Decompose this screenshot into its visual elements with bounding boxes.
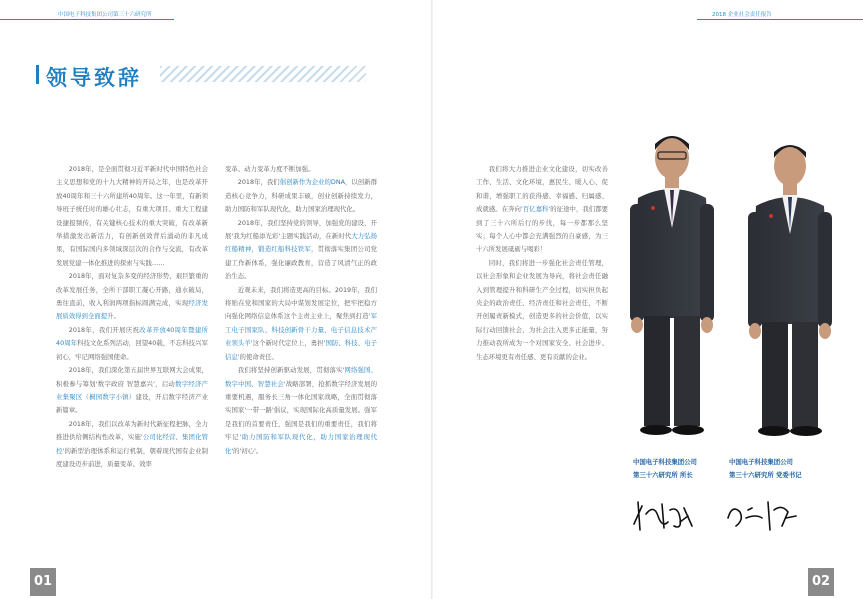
body-text: 同时，我们将进一步强化社会责任管理，以社会形象和企业发展为导向，将社会责任融入到管理提升和科研生产全过程，切实担负起央企的政治责任、经济责任和社会责任，不断开创履责新模式，创造更多的社会价值，以实际行动回馈社会，为社会注入更多正能量，努力推动我所成为一个对国家安全、社会进步、生态环境更有责任感、更有贡献的企业。 (476, 258, 608, 361)
paragraph (56, 324, 208, 364)
body-text: 变革、动力变革力度不断加强。 (225, 165, 315, 173)
highlighted-text: '百亿嘉科' (520, 205, 551, 214)
leader-2-title: 第三十六研究所 党委书记 (729, 471, 802, 479)
body-text: 2018年，面对复杂多变的经济形势、艰巨繁重的改革发展任务，全所干部职工凝心开路，通水破局，勇往直前，收入利润两项指标圆满完成，实现 (56, 272, 208, 308)
body-text: 的'初心'。 (233, 446, 263, 455)
leader-1-org: 中国电子科技集团公司 (633, 458, 697, 466)
page-gutter (431, 0, 433, 599)
highlighted-text: 大力弘扬红船精神，锻造红船科技铁军 (225, 232, 377, 254)
body-text: 的征途中，我们都要到了三十六所后行的步伐，每一步都那么坚实；每个人心中都会充满强烈的自豪感，为三十六所发展砥砺与喝彩！ (476, 205, 609, 254)
body-text: 2018年，我们开展庆祝 (68, 325, 140, 334)
highlighted-text: 经济发展质效得到全面提升 (56, 299, 209, 321)
body-text: ，贯彻落实集团公司党建工作新体系，强化廉政教育，营造了风清气正的政治生态。 (225, 245, 378, 281)
body-text: 近观未来，我们将造更高的目标。2019年，我们将贴在党和国家的大局中谋划发展定位，把牢把稳方向强化网络信息体系这个主责主业上，聚焦到打造 (225, 285, 377, 321)
paragraph (56, 418, 208, 472)
highlighted-text: 倡创新作为企业的DNA (279, 178, 345, 187)
leader-1-signature (628, 496, 698, 536)
title-hatch-decoration (160, 66, 366, 82)
paragraph (225, 364, 377, 458)
highlighted-text: '军工电子国家队、科技创新骨干力量、电子信息技术产业领头羊' (225, 312, 377, 348)
text-column-1 (56, 163, 208, 471)
paragraph (225, 176, 377, 216)
paragraph (225, 217, 377, 284)
body-text: 2018年，我们以改革为新时代新征程把脉，全力推进供给侧结构性改革，实施 (56, 419, 208, 442)
highlighted-text: '公司化经营、集团化管控' (56, 433, 208, 455)
highlighted-text: '助力国防和军队现代化，助力国家治理现代化' (225, 433, 377, 455)
leaders-photo (620, 128, 852, 440)
right-header-text: 2018 企业社会责任报告 (712, 12, 772, 18)
leader-2-org: 中国电子科技集团公司 (729, 458, 793, 466)
leader-1-figure (630, 136, 714, 435)
leader-2-figure (748, 145, 832, 436)
paragraph (225, 284, 377, 364)
body-text: 。 (113, 312, 120, 321)
body-text: 我们将坚持创新驱动发展，贯彻落实 (237, 366, 343, 375)
body-text: 的新型治理体系和运行机制，朝着现代国有企业制度建设迈步前进，质量变革、效率 (56, 446, 208, 468)
paragraph (476, 257, 608, 364)
highlighted-text: '国防、科技、电子信息' (225, 339, 378, 361)
body-text: 2018年，我们坚持党的领导，加强党的建设，开展'我为红船添光彩'主题实践活动，在新时代 (225, 218, 377, 241)
body-text: ，以创新群造核心竞争力，科研成果丰硕，创业创新持续发力，助力国防和军队现代化，助力国家治理现代化。 (225, 178, 377, 214)
page-title: 领导致辞 (46, 66, 142, 90)
paragraph (476, 163, 608, 257)
text-column-3 (476, 163, 608, 364)
paragraph (56, 270, 208, 324)
body-text: 战略部署，抢抓数字经济发展的重要机遇，服务长三角一体化国家战略，全面贯彻落实国家'一带一路'倡议，实现国际化高质量发展。强军是我们的首要责任，强国是我们的重要责任，我们将牢记 (225, 379, 377, 442)
body-text: 建设，开启数字经济产业新篇章。 (56, 392, 209, 415)
body-text: 的使命责任。 (239, 352, 278, 361)
page-number-right: 02 (808, 568, 834, 596)
body-text: 我们将大力推进企业文化建设，切实改善工作、生活、文化环境，惠民生、暖人心、促和谐，增强职工的获得感、幸福感、归属感、成就感。在奔向 (476, 165, 608, 214)
left-header-rule (0, 19, 174, 20)
text-column-2 (225, 163, 377, 458)
left-header-text: 中国电子科技集团公司第三十六研究所 (58, 12, 152, 18)
body-text: 这个新时代定位上，勇担 (252, 339, 324, 348)
highlighted-text: 数字经济产业集聚区（桐园数字小镇） (56, 379, 209, 401)
page-number-left: 01 (30, 568, 56, 596)
paragraph (56, 364, 208, 418)
highlighted-text: 改革开放40周年暨建所40周年 (56, 325, 208, 348)
leader-1-title: 第三十六研究所 所长 (633, 471, 693, 479)
paragraph (56, 163, 208, 270)
body-text: 2018年，是全面贯彻习近平新时代中国特色社会主义思想和党的十九大精神的开局之年，也是改革开放40周年和三十六所建所40周年。这一年里，有新领导班子统任时的雄心壮志，有重大项目、重大工程建设捷报频传，有关键核心技术的重大突破，有改革新举措激发出新活力，有创新创效背后涌动的非凡成果，有国际国内多领域深层次的合作与交流，有改革发展党建一体化推进的探索与实践…… (56, 165, 208, 267)
body-text: 2018年，我们深化第五届世界互联网大会成果，积极参与筹划'数字政府 智慧嘉兴'，启动 (56, 366, 208, 388)
leader-1-caption (633, 456, 697, 482)
body-text: 2018年，我们 (237, 178, 280, 187)
leader-2-caption (729, 456, 802, 482)
body-text: 科技文化系列活动，回望40载，不忘科技兴军初心，牢记网络强国使命。 (56, 339, 208, 361)
leader-2-signature (722, 496, 802, 536)
title-accent-bar (36, 65, 39, 84)
paragraph (225, 163, 377, 176)
right-header-rule (697, 19, 863, 20)
highlighted-text: '网络强国、数字中国、智慧社会' (225, 366, 377, 388)
